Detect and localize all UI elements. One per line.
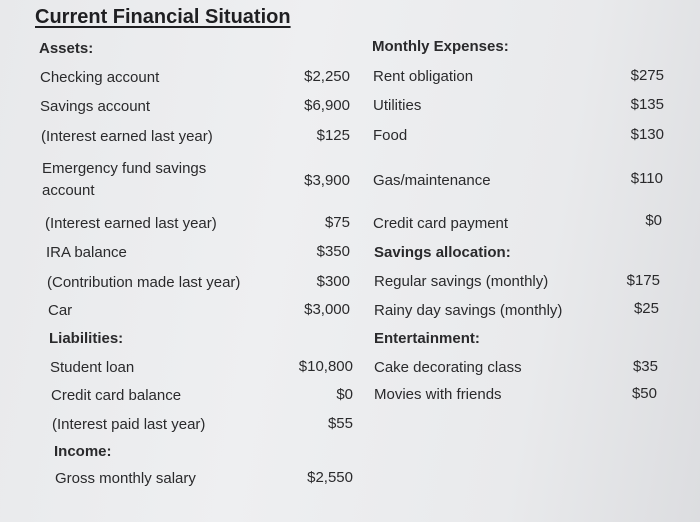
expense-label: Rent obligation (373, 68, 474, 85)
expense-value: $135 (630, 96, 664, 113)
page-title: Current Financial Situation (35, 6, 291, 28)
asset-label: IRA balance (46, 244, 127, 261)
expense-value: $110 (630, 170, 663, 187)
asset-value: $6,900 (304, 97, 350, 114)
savings-value: $175 (626, 272, 660, 289)
liability-value: $0 (336, 386, 353, 403)
asset-label: Emergency fund savings account (42, 160, 207, 199)
liability-label: Credit card balance (51, 387, 182, 404)
asset-value: $350 (316, 243, 350, 260)
savings-label: Rainy day savings (monthly) (374, 302, 563, 319)
liability-value: $10,800 (298, 358, 353, 375)
entertainment-header: Entertainment: (374, 330, 480, 347)
asset-value: $125 (316, 127, 350, 144)
expense-value: $275 (630, 67, 664, 84)
income-header: Income: (54, 443, 112, 460)
income-label: Gross monthly salary (55, 470, 196, 487)
entertainment-value: $50 (631, 385, 657, 402)
entertainment-value: $35 (632, 358, 658, 375)
assets-header: Assets: (39, 40, 94, 57)
savings-value: $25 (633, 300, 659, 317)
entertainment-label: Cake decorating class (374, 359, 522, 376)
liability-value: $55 (327, 415, 353, 432)
income-value: $2,550 (307, 469, 353, 486)
asset-value: $2,250 (304, 68, 350, 85)
asset-value: $3,000 (304, 301, 350, 318)
asset-label: (Interest earned last year) (41, 128, 213, 145)
savings-label: Regular savings (monthly) (374, 273, 549, 290)
expense-value: $130 (630, 126, 664, 143)
expense-label: Credit card payment (373, 215, 509, 232)
entertainment-label: Movies with friends (374, 386, 502, 403)
expense-label: Gas/maintenance (373, 172, 491, 189)
liabilities-header: Liabilities: (49, 330, 124, 347)
savings-header: Savings allocation: (374, 244, 511, 261)
asset-label: Car (48, 302, 73, 319)
expenses-header: Monthly Expenses: (372, 38, 509, 55)
expense-label: Food (373, 127, 408, 144)
asset-value: $3,900 (304, 172, 350, 189)
expense-label: Utilities (373, 97, 422, 114)
asset-label: Savings account (40, 98, 151, 115)
asset-value: $300 (316, 273, 350, 290)
asset-label: (Contribution made last year) (47, 274, 241, 291)
asset-value: $75 (324, 214, 350, 231)
expense-value: $0 (645, 212, 662, 229)
asset-label: (Interest earned last year) (45, 215, 217, 232)
liability-label: (Interest paid last year) (52, 416, 206, 433)
asset-label: Checking account (40, 69, 160, 86)
liability-label: Student loan (50, 359, 135, 376)
